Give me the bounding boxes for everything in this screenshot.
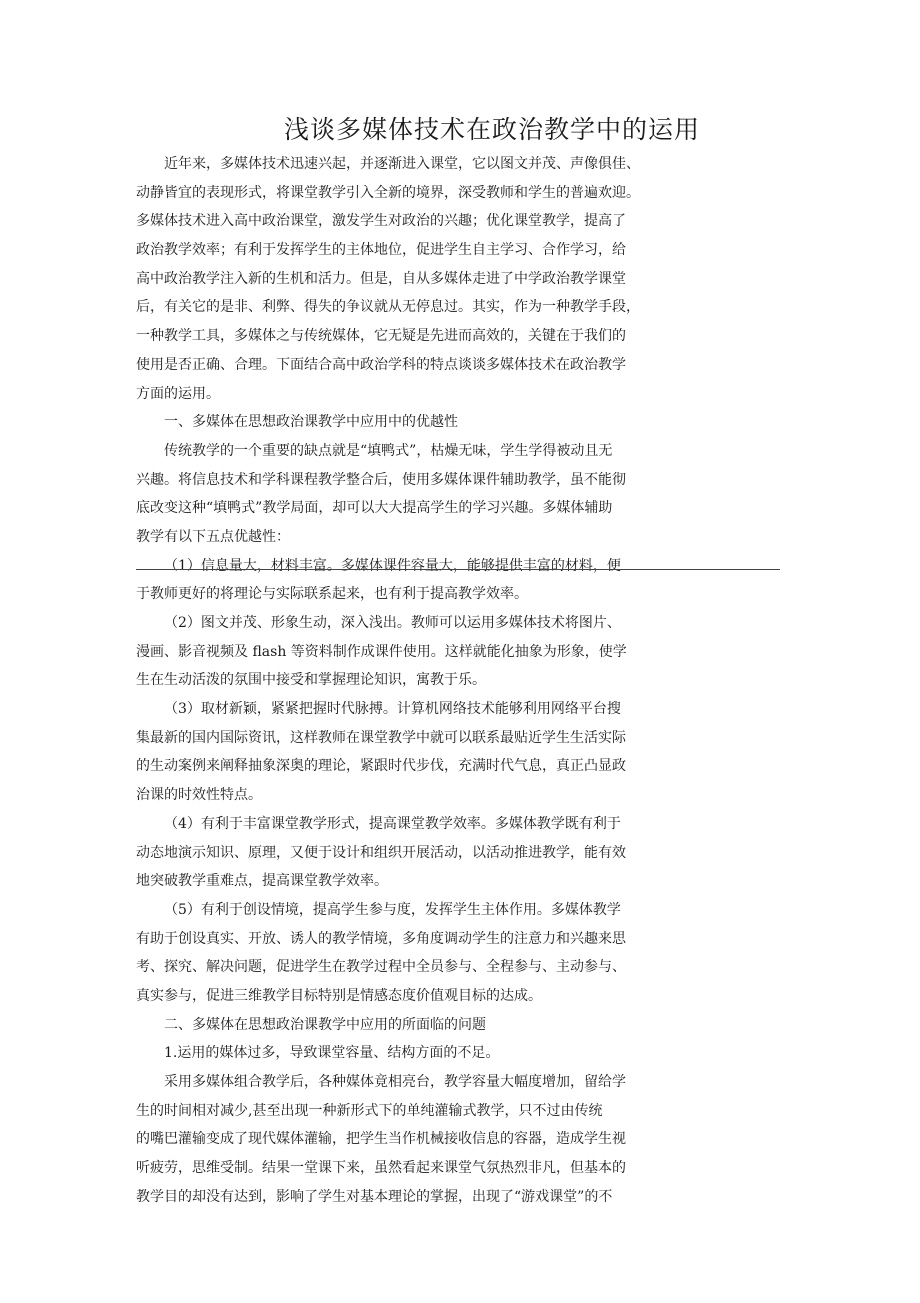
text-line: 的生动案例来阐释抽象深奥的理论，紧跟时代步伐，充满时代气息，真正凸显政 xyxy=(136,758,626,775)
text-line: 采用多媒体组合教学后，各种媒体竟相亮台，教学容量大幅度增加，留给学 xyxy=(164,1074,626,1090)
text-line: 的嘴巴灌输变成了现代媒体灌输，把学生当作机械接收信息的容器，造成学生视 xyxy=(136,1131,626,1148)
text-line: 政治教学效率；有利于发挥学生的主体地位，促进学生自主学习、合作学习，给 xyxy=(136,242,626,259)
text-line: 动态地演示知识、原理，又便于设计和组织开展活动，以活动推进教学，能有效 xyxy=(136,844,626,861)
text-line: 漫画、影音视频及 flash 等资料制作成课件使用。这样就能化抽象为形象，使学 xyxy=(136,643,627,660)
text-line: 集最新的国内国际资讯，这样教师在课堂教学中就可以联系最贴近学生生活实际 xyxy=(136,729,626,746)
section-heading: 一、多媒体在思想政治课教学中应用中的优越性 xyxy=(164,414,458,431)
text-line: 后，有关它的是非、利弊、得失的争议就从无停息过。其实，作为一种教学手段， xyxy=(136,299,640,316)
text-line: 生的时间相对减少,甚至出现一种新形式下的单纯灌输式教学，只不过由传统 xyxy=(136,1102,603,1119)
text-line: 教学有以下五点优越性： xyxy=(136,528,290,545)
list-item-line: （1）信息量大，材料丰富。多媒体课件容量大，能够提供丰富的材料，便 xyxy=(164,557,621,574)
text-line: 治课的时效性特点。 xyxy=(136,787,262,804)
text-line: 使用是否正确、合理。下面结合高中政治学科的特点谈谈多媒体技术在政治教学 xyxy=(136,356,626,373)
horizontal-rule xyxy=(136,569,780,570)
text-line: 方面的运用。 xyxy=(136,385,220,402)
text-line: 近年来，多媒体技术迅速兴起，并逐渐进入课堂，它以图文并茂、声像俱佳、 xyxy=(164,156,640,172)
text-line: 听疲劳，思维受制。结果一堂课下来，虽然看起来课堂气氛热烈非凡，但基本的 xyxy=(136,1160,626,1177)
text-line: 于教师更好的将理论与实际联系起来，也有利于提高教学效率。 xyxy=(136,586,528,603)
document-title: 浅谈多媒体技术在政治教学中的运用 xyxy=(284,115,701,144)
document-body xyxy=(136,150,696,1211)
text-line: 生在生动活泼的氛围中接受和掌握理论知识，寓教于乐。 xyxy=(136,672,486,689)
text-line: 多媒体技术进入高中政治课堂，激发学生对政治的兴趣；优化课堂教学，提高了 xyxy=(136,213,626,230)
subsection-heading: 1.运用的媒体过多，导致课堂容量、结构方面的不足。 xyxy=(164,1045,500,1062)
text-line: 一种教学工具，多媒体之与传统媒体，它无疑是先进而高效的，关键在于我们的 xyxy=(136,328,626,345)
section-heading: 二、多媒体在思想政治课教学中应用的所面临的问题 xyxy=(164,1016,486,1033)
text-line: 教学目的却没有达到，影响了学生对基本理论的掌握，出现了“游戏课堂”的不 xyxy=(136,1188,613,1205)
text-line: 底改变这种“填鸭式”教学局面，却可以大大提高学生的学习兴趣。多媒体辅助 xyxy=(136,500,613,517)
list-item-line: （2）图文并茂、形象生动，深入浅出。教师可以运用多媒体技术将图片、 xyxy=(164,615,621,631)
list-item-line: （5）有利于创设情境，提高学生参与度，发挥学生主体作用。多媒体教学 xyxy=(164,901,621,918)
text-line: 地突破教学重难点，提高课堂教学效率。 xyxy=(136,873,388,890)
text-line: 真实参与，促进三维教学目标特别是情感态度价值观目标的达成。 xyxy=(136,987,542,1004)
text-line: 传统教学的一个重要的缺点就是“填鸭式”，枯燥无味，学生学得被动且无 xyxy=(164,442,613,459)
text-line: 考、探究、解决问题，促进学生在教学过程中全员参与、全程参与、主动参与、 xyxy=(136,959,626,976)
list-item-line: （4）有利于丰富课堂教学形式，提高课堂教学效率。多媒体教学既有利于 xyxy=(164,815,621,832)
text-line: 有助于创设真实、开放、诱人的教学情境，多角度调动学生的注意力和兴趣来思 xyxy=(136,930,626,947)
text-line: 兴趣。将信息技术和学科课程教学整合后，使用多媒体课件辅助教学，虽不能彻 xyxy=(136,471,626,488)
list-item-line: （3）取材新颖，紧紧把握时代脉搏。计算机网络技术能够利用网络平台搜 xyxy=(164,701,621,718)
text-line: 动静皆宜的表现形式，将课堂教学引入全新的境界，深受教师和学生的普遍欢迎。 xyxy=(136,184,640,201)
text-line: 高中政治教学注入新的生机和活力。但是，自从多媒体走进了中学政治教学课堂 xyxy=(136,270,626,287)
